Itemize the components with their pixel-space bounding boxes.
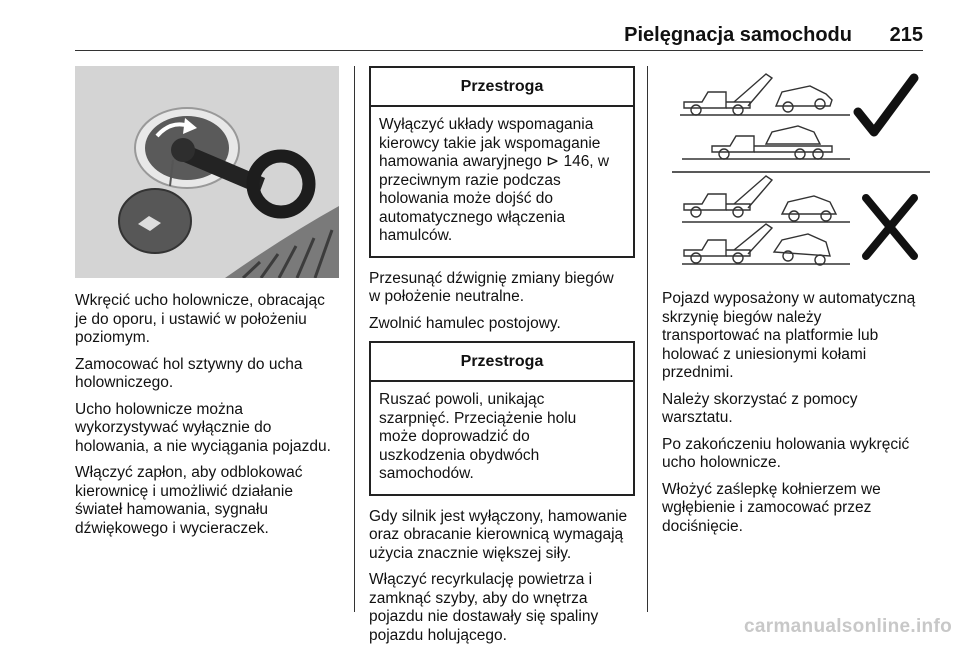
towing-eye-photo — [75, 66, 339, 278]
paragraph: Zwolnić hamulec postojowy. — [369, 314, 561, 332]
paragraph: Włożyć zaślepkę kołnierzem we wgłębienie i zamocować przez dociśnięcie. — [662, 480, 881, 535]
column-divider-2 — [647, 66, 648, 612]
check-icon — [858, 78, 914, 132]
page-header — [0, 0, 960, 60]
paragraph: Przesunąć dźwignię zmiany biegów w położenie neutralne. — [369, 269, 614, 305]
paragraph: Włączyć zapłon, aby odblokować kierownicę i umożliwić działanie świateł hamowania, sygnału dźwiękowego i wycieraczek. — [75, 464, 303, 537]
column-2 — [369, 66, 635, 653]
warning-box — [369, 66, 635, 258]
warning-box — [369, 341, 635, 496]
towing-methods-illustration — [662, 66, 940, 276]
watermark: carmanualsonline.info — [744, 616, 952, 637]
warning-text: Ruszać powoli, unikając szarpnięć. Przeciążenie holu może doprowadzić do uszkodzenia obydwóch samochodów. — [379, 391, 577, 482]
paragraph: Pojazd wyposażony w automatyczną skrzynię biegów należy transportować na platformie lub holować z uniesionymi kołami przednimi. — [662, 290, 916, 381]
warning-text: Wyłączyć układy wspomagania kierowcy takie jak wspomaganie hamowania awaryjnego ⊳ 146, w przeciwnym razie podczas holowania może dojść do automatycznego włączenia hamulców. — [379, 116, 610, 244]
paragraph: Włączyć recyrkulację powietrza i zamknąć szyby, aby do wnętrza pojazdu nie dostawały się spaliny pojazdu holującego. — [369, 571, 599, 644]
paragraph: Zamocować hol sztywny do ucha holowniczego. — [75, 355, 303, 391]
header-rule — [75, 50, 923, 51]
column-1 — [75, 66, 345, 546]
paragraph: Ucho holownicze można wykorzystywać wyłącznie do holowania, a nie wyciągania pojazdu. — [75, 400, 331, 455]
towing-eye-illustration — [75, 66, 339, 278]
column-3 — [662, 66, 942, 544]
column-divider-1 — [354, 66, 355, 612]
paragraph: Wkręcić ucho holownicze, obracając je do oporu, i ustawić w położeniu poziomym. — [75, 292, 325, 346]
paragraph: Gdy silnik jest wyłączony, hamowanie oraz obracanie kierownicą wymagają użycia znacznie większej siły. — [369, 507, 628, 562]
towing-methods-figure — [662, 66, 940, 276]
warning-title: Przestroga — [371, 343, 633, 382]
paragraph: Po zakończeniu holowania wykręcić ucho holownicze. — [662, 435, 910, 471]
warning-title: Przestroga — [371, 68, 633, 107]
cross-icon — [866, 198, 914, 256]
page-title: Pielęgnacja samochodu — [624, 24, 852, 46]
paragraph: Należy skorzystać z pomocy warsztatu. — [662, 390, 858, 426]
page-number: 215 — [889, 24, 923, 46]
